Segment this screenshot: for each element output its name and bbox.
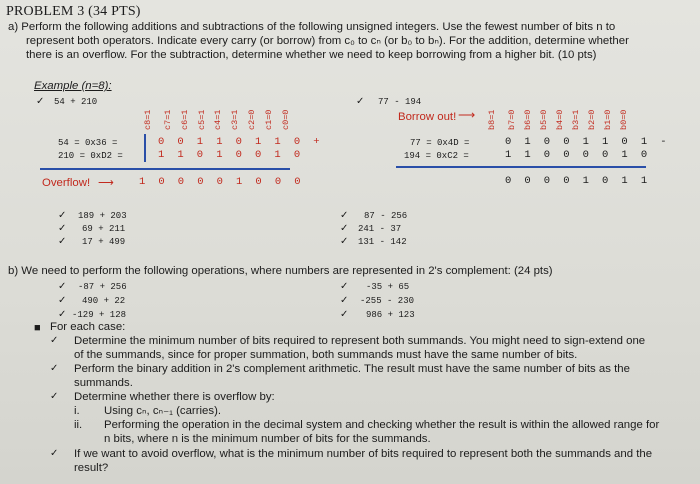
example-add-row1-bits: 0 0 1 1 0 1 1 0 + bbox=[158, 136, 323, 148]
borrow-label: b7=0 bbox=[507, 109, 517, 130]
borrow-label: b4=0 bbox=[555, 109, 565, 130]
example-sub-row2-bits: 1 1 0 0 0 0 1 0 bbox=[505, 149, 651, 161]
check-icon: ✓ bbox=[58, 236, 67, 247]
carry-label: c3=1 bbox=[230, 109, 240, 130]
overflow-label: Overflow! bbox=[42, 177, 91, 189]
check-icon: ✓ bbox=[340, 210, 349, 221]
borrow-out-label: Borrow out! bbox=[398, 111, 457, 123]
exercise-item: -255 - 230 bbox=[360, 296, 415, 306]
part-a-line-2: represent both operators. Indicate every carry (or borrow) from c₀ to cₙ (or b₀ to bₙ). For the addition, determine whether bbox=[26, 35, 629, 47]
item-1-line-2: of the summands, since for proper summation, both summands must have the same number of bits. bbox=[74, 349, 578, 361]
example-add-header: 54 + 210 bbox=[54, 97, 98, 107]
bullet-icon: ■ bbox=[34, 322, 41, 334]
carry-label: c0=0 bbox=[281, 109, 291, 130]
item-1-line-1: Determine the minimum number of bits required to represent both summands. You might need to sign-extend one bbox=[74, 335, 646, 347]
check-icon: ✓ bbox=[340, 236, 349, 247]
exercise-item: 87 - 256 bbox=[364, 211, 408, 221]
carry-label: c6=1 bbox=[180, 109, 190, 130]
exercise-item: 241 - 37 bbox=[358, 224, 402, 234]
carry-label: c4=1 bbox=[213, 109, 223, 130]
borrow-label: b1=0 bbox=[603, 109, 613, 130]
check-icon: ✓ bbox=[58, 295, 67, 306]
example-add-row2-bits: 1 1 0 1 0 0 1 0 bbox=[158, 149, 304, 161]
check-icon: ✓ bbox=[340, 309, 349, 320]
for-each-case: For each case: bbox=[50, 321, 126, 333]
carry-label: c7=1 bbox=[163, 109, 173, 130]
problem-title: PROBLEM 3 (34 PTS) bbox=[6, 4, 141, 19]
example-add-result: 1 0 0 0 0 1 0 0 0 bbox=[139, 176, 304, 188]
sub-item-num: i. bbox=[74, 405, 80, 417]
exercise-item: 131 - 142 bbox=[358, 237, 407, 247]
sub-item-text: Using cₙ, cₙ₋₁ (carries). bbox=[104, 405, 222, 417]
check-icon: ✓ bbox=[340, 295, 349, 306]
add-separator bbox=[144, 134, 146, 162]
example-sub-result: 0 0 0 0 1 0 1 1 bbox=[505, 175, 651, 187]
exercise-item: 490 + 22 bbox=[82, 296, 126, 306]
check-icon: ✓ bbox=[58, 281, 67, 292]
overflow-arrow-icon: ⟶ bbox=[98, 177, 114, 189]
carry-label: c8=1 bbox=[143, 109, 153, 130]
part-b-line: b) We need to perform the following operations, where numbers are represented in 2's complement: (24 pts) bbox=[8, 265, 553, 277]
sub-item-text: Performing the operation in the decimal system and checking whether the result is within the allowed range for bbox=[104, 419, 660, 431]
exercise-item: 189 + 203 bbox=[78, 211, 127, 221]
check-icon: ✓ bbox=[58, 309, 67, 320]
exercise-item: -87 + 256 bbox=[78, 282, 127, 292]
part-a-line-1: a) Perform the following additions and subtractions of the following unsigned integers. Use the fewest number of bits n to bbox=[8, 21, 616, 33]
last-item-line-2: result? bbox=[74, 462, 109, 474]
check-icon: ✓ bbox=[50, 363, 59, 374]
check-icon: ✓ bbox=[50, 391, 59, 402]
example-sub-row2-left: 194 = 0xC2 = bbox=[404, 151, 469, 161]
sub-result-line bbox=[396, 166, 646, 168]
example-add-row2-left: 210 = 0xD2 = bbox=[58, 151, 123, 161]
exercise-item: 17 + 499 bbox=[82, 237, 126, 247]
borrow-label: b3=1 bbox=[571, 109, 581, 130]
sub-item-text: n bits, where n is the minimum number of bits for the summands. bbox=[104, 433, 431, 445]
check-icon: ✓ bbox=[58, 210, 67, 221]
borrow-arrow-icon: ⟶ bbox=[458, 108, 476, 122]
carry-label: c5=1 bbox=[197, 109, 207, 130]
exercise-item: -35 + 65 bbox=[366, 282, 410, 292]
borrow-label: b8=1 bbox=[487, 109, 497, 130]
item-3-line-1: Determine whether there is overflow by: bbox=[74, 391, 275, 403]
item-2-line-2: summands. bbox=[74, 377, 133, 389]
borrow-label: b6=0 bbox=[523, 109, 533, 130]
exercise-item: 69 + 211 bbox=[82, 224, 126, 234]
example-add-row1-left: 54 = 0x36 = bbox=[58, 138, 118, 148]
example-sub-check-icon: ✓ bbox=[356, 96, 365, 107]
check-icon: ✓ bbox=[58, 223, 67, 234]
example-sub-row1-bits: 0 1 0 0 1 1 0 1 - bbox=[505, 136, 670, 148]
exercise-item: 986 + 123 bbox=[366, 310, 415, 320]
exercise-item: -129 + 128 bbox=[72, 310, 127, 320]
check-icon: ✓ bbox=[340, 223, 349, 234]
borrow-label: b5=0 bbox=[539, 109, 549, 130]
part-a-line-3: there is an overflow. For the subtraction, determine whether we need to keep borrowing from a higher bit. (10 pts) bbox=[26, 49, 597, 61]
carry-label: c2=0 bbox=[247, 109, 257, 130]
example-sub-row1-left: 77 = 0x4D = bbox=[410, 138, 470, 148]
item-2-line-1: Perform the binary addition in 2's complement arithmetic. The result must have the same number of bits as the bbox=[74, 363, 630, 375]
borrow-label: b0=0 bbox=[619, 109, 629, 130]
check-icon: ✓ bbox=[50, 335, 59, 346]
example-label: Example (n=8): bbox=[34, 80, 112, 92]
carry-label: c1=0 bbox=[264, 109, 274, 130]
add-sum-line bbox=[40, 168, 290, 170]
sub-item-num: ii. bbox=[74, 419, 83, 431]
last-item-line-1: If we want to avoid overflow, what is the minimum number of bits required to represent both the summands and the bbox=[74, 448, 653, 460]
check-icon: ✓ bbox=[50, 448, 59, 459]
example-sub-header: 77 - 194 bbox=[378, 97, 422, 107]
borrow-label: b2=0 bbox=[587, 109, 597, 130]
example-add-check-icon: ✓ bbox=[36, 96, 45, 107]
check-icon: ✓ bbox=[340, 281, 349, 292]
